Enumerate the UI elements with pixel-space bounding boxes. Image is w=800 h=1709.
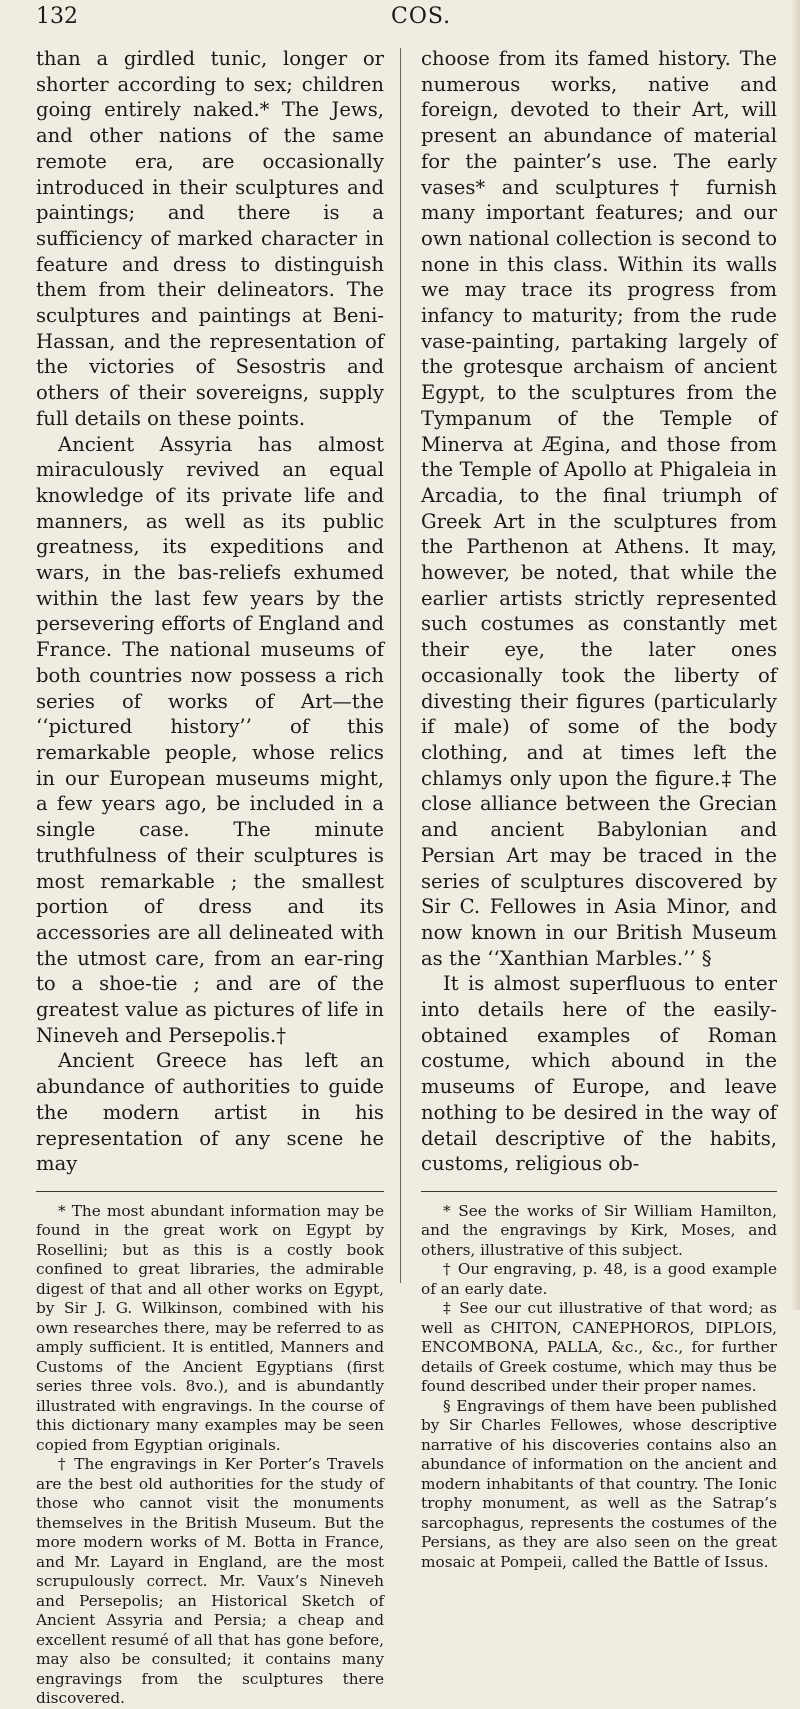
paragraph: Ancient Greece has left an abundance of authorities to guide the modern artist in his representation of any scene he may bbox=[36, 1049, 384, 1176]
column-divider bbox=[400, 48, 401, 1283]
paragraph: choose from its famed history. The numerous works, native and foreign, devoted to their Art, will present an abundance of material for the painter’s use. The early vases* and sculptures† furnish many important features; and our own national collection is second to none in this class. Within its walls we may trace its progress from infancy to maturity; from the rude vase-painting, partaking largely of the grotesque archaism of ancient Egypt, to the sculptures from the Tympanum of the Temple of Minerva at Ægina, and those from the Temple of Apollo at Phigaleia in Arcadia, to the final triumph of Greek Art in the sculptures from the Parthenon at Athens. It may, however, be noted, that while the earlier artists strictly represented such costumes as constantly met their eye, the later ones occasionally took the liberty of divesting their figures (particularly if male) of some of the body clothing, and at times left the chlamys only upon the figure.‡ The close alliance between the Grecian and ancient Babylonian and Persian Art may be traced in the series of sculptures discovered by Sir C. Fellowes in Asia Minor, and now known in our British Museum as the ‘‘Xanthian Marbles.’’ § bbox=[421, 47, 777, 970]
paragraph: Ancient Assyria has almost miraculously revived an equal knowledge of its private life and manners, as well as its public greatness, its expeditions and wars, in the bas-reliefs exhumed within the last few years by the persevering efforts of England and France. The national museums of both countries now possess a rich series of works of Art—the ‘‘pictured history’’ of this remarkable people, whose relics in our European museums might, a few years ago, be included in a single case. The minute truthfulness of their sculptures is most remarkable ; the smallest portion of dress and its accessories are all delineated with the utmost care, from an ear-ring to a shoe-tie ; and are of the greatest value as pictures of life in Nineveh and Persepolis.† bbox=[36, 432, 384, 1047]
page-number: 132 bbox=[36, 4, 78, 29]
paragraph: It is almost superfluous to enter into details here of the easily-obtained examples of Roman costume, which abound in the museums of Europe, and leave nothing to be desired in the way of detail descriptive of the habits, customs, religious ob- bbox=[421, 972, 777, 1176]
left-body bbox=[36, 46, 384, 1177]
footnote: † Our engraving, p. 48, is a good example of an early date. bbox=[421, 1260, 777, 1298]
footnote: * See the works of Sir William Hamilton, and the engravings by Kirk, Moses, and others, illustrative of this subject. bbox=[421, 1201, 777, 1259]
left-column bbox=[36, 46, 384, 1709]
footnote-separator bbox=[421, 1191, 777, 1192]
running-head: COS. bbox=[391, 4, 452, 29]
right-body bbox=[421, 46, 777, 1177]
page-header bbox=[36, 4, 780, 44]
footnote: § Engravings of them have been published by Sir Charles Fellowes, whose descriptive narrative of his discoveries contains also an abundance of information on the ancient and modern inhabitants of that country. The Ionic trophy monument, as well as the Satrap’s sarcophagus, represents the costumes of the Persians, as they are also seen on the great mosaic at Pompeii, called the Battle of Issus. bbox=[421, 1396, 777, 1571]
footnote: ‡ See our cut illustrative of that word; as well as CHITON, CANEPHOROS, DIPLOIS, ENCOMBONA, PALLA, &c., &c., for further details of Greek costume, which may thus be found described under their proper names. bbox=[421, 1299, 777, 1396]
right-column bbox=[421, 46, 777, 1572]
left-footnotes bbox=[36, 1202, 384, 1709]
paragraph: than a girdled tunic, longer or shorter according to sex; children going entirely naked.* The Jews, and other nations of the same remote era, are occasionally introduced in their sculptures and paintings; and there is a sufficiency of marked character in feature and dress to distinguish them from their delineators. The sculptures and paintings at Beni-Hassan, and the representation of the victories of Sesostris and others of their sovereigns, supply full details on these points. bbox=[36, 47, 384, 430]
footnote-separator bbox=[36, 1191, 384, 1192]
footnote: † The engravings in Ker Porter’s Travels are the best old authorities for the study of those who cannot visit the monuments themselves in the British Museum. But the more modern works of M. Botta in France, and Mr. Layard in England, are the most scrupulously correct. Mr. Vaux’s Nineveh and Persepolis; an Historical Sketch of Ancient Assyria and Persia; a cheap and excellent resumé of all that has gone before, may also be consulted; it contains many engravings from the sculptures there discovered. bbox=[36, 1455, 384, 1708]
footnote: * The most abundant information may be found in the great work on Egypt by Rosellini; but as this is a costly book confined to great libraries, the admirable digest of that and all other works on Egypt, by Sir J. G. Wilkinson, combined with his own researches there, may be referred to as amply sufficient. It is entitled, Manners and Customs of the Ancient Egyptians (first series three vols. 8vo.), and is abundantly illustrated with engravings. In the course of this dictionary many examples may be seen copied from Egyptian originals. bbox=[36, 1201, 384, 1454]
page-edge-shadow bbox=[792, 0, 800, 1310]
right-footnotes bbox=[421, 1202, 777, 1573]
